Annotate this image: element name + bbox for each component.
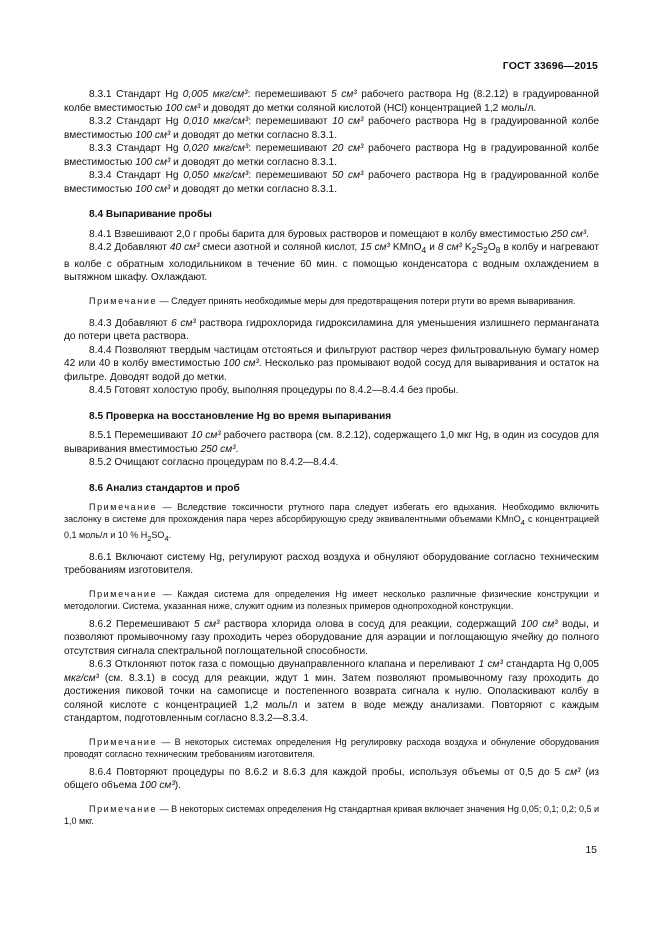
note-8-4-2: Примечание — Следует принять необходимые меры для предотвращения потери ртути во время вываривания.: [89, 295, 576, 306]
document-body: [64, 88, 599, 827]
section-heading-8-4: 8.4 Выпаривание пробы: [89, 209, 212, 220]
paragraph-8-6-4: 8.6.4 Повторяют процедуры по 8.6.2 и 8.6.3 для каждой пробы, используя объемы от 0,5 до 5 см³ (из общего объема 100 см³).: [64, 766, 600, 792]
note-8-6-3: Примечание — В некоторых системах определения Hg регулировку расхода воздуха и обнуление оборудования проводят согласно техническим требованиям изготовителя.: [64, 736, 599, 759]
note-8-6-4: Примечание — В некоторых системах определения Hg стандартная кривая включает значения Hg 0,05; 0,1; 0,2; 0,5 и 1,0 мкг.: [64, 803, 599, 826]
paragraph-8-6-3: 8.6.3 Отклоняют поток газа с помощью двунаправленного клапана и переливают 1 см³ стандарта Hg 0,005 мкг/см³ (см. 8.3.1) в сосуд для реакции, ждут 1 мин. Затем позволяют промывочному газу проходить до достижения пиковой точки на самописце и постепенного возврата сигнала к нулю. Ополаскивают колбу в соляной кислоте с концентрацией 1,2 моль/л и затем в воде между анализами. Повторяют с каждым стандартом, подготовленным согласно 8.3.2—8.3.4.: [64, 659, 599, 725]
paragraph-8-3-4: 8.3.4 Стандарт Hg 0,050 мкг/см³: перемешивают 50 см³ рабочего раствора Hg в градуированной колбе вместимостью 100 см³ и доводят до метки согласно 8.3.1.: [64, 170, 599, 195]
section-heading-8-6: 8.6 Анализ стандартов и проб: [89, 482, 240, 494]
paragraph-8-6-1: 8.6.1 Включают систему Hg, регулируют расход воздуха и обнуляют оборудование согласно техническим требованиям изготовителя.: [64, 551, 599, 577]
paragraph-8-3-1: 8.3.1 Стандарт Hg 0,005 мкг/см³: перемешивают 5 см³ рабочего раствора Hg (8.2.12) в градуированной колбе вместимостью 100 см³ и доводят до метки соляной кислотой (HCl) концентрацией 1,2 моль/л.: [64, 89, 600, 114]
paragraph-8-4-5: 8.4.5 Готовят холостую пробу, выполняя процедуры по 8.4.2—8.4.4 без пробы.: [89, 385, 459, 397]
section-heading-8-5: 8.5 Проверка на восстановление Hg во время выпаривания: [89, 410, 392, 422]
paragraph-8-4-2: 8.4.2 Добавляют 40 см³ смеси азотной и соляной кислот, 15 см³ KMnO$_4$ и 8 см³ $K_2S_2O_8$ в колбу и нагревают в колбе с обратным холодильником в течение 60 мин. с помощью конденсатора с водным охлаждением в вытяжном шкафу. Охлаждают.: [64, 242, 599, 284]
paragraph-8-3-3: 8.3.3 Стандарт Hg 0,020 мкг/см³: перемешивают 20 см³ рабочего раствора Hg в градуированной колбе вместимостью 100 см³ и доводят до метки согласно 8.3.1.: [64, 143, 599, 168]
note-8-6-1: Примечание — Каждая система для определения Hg имеет несколько различные физические конструкции и методологии. Система, указанная ниже, служит одним из полезных примеров однопроходной конструкции.: [64, 588, 599, 611]
document-header: ГОСТ 33696—2015: [502, 60, 598, 72]
paragraph-8-3-2: 8.3.2 Стандарт Hg 0,010 мкг/см³: перемешивают 10 см³ рабочего раствора Hg в градуированной колбе вместимостью 100 см³ и доводят до метки согласно 8.3.1.: [64, 116, 599, 141]
paragraph-8-4-1: 8.4.1 Взвешивают 2,0 г пробы барита для буровых растворов и помещают в колбу вместимостью 250 см³.: [89, 228, 589, 240]
paragraph-8-4-4: 8.4.4 Позволяют твердым частицам отстояться и фильтруют раствор через фильтровальную бумагу номер 42 или 40 в колбу вместимостью 100 см³. Несколько раз промывают водой сосуд для вываривания и остаток на фильтре. Доводят водой до метки.: [64, 344, 599, 383]
paragraph-8-6-2: 8.6.2 Перемешивают 5 см³ раствора хлорида олова в сосуд для реакции, содержащий 100 см³ воды, и позволяют промывочному газу проходить через оборудование для аэрации и поглощающую ячейку до полного отсутствия сигнала спектральной поглощательной способности.: [64, 618, 599, 657]
page-number: 15: [585, 844, 597, 856]
note-8-6-toxicity: Примечание — Вследствие токсичности ртутного пара следует избегать его вдыхания. Необходимо включить заслонку в системе для прохождения пара через абсорбирующую среду эквивалентными объемами KMnO$_4$ с концентрацией 0,1 моль/л и 10 % $H_2SO_4$.: [64, 502, 599, 543]
paragraph-8-5-1: 8.5.1 Перемешивают 10 см³ рабочего раствора (см. 8.2.12), содержащего 1,0 мкг Hg, в один из сосудов для вываривания вместимостью 250 см³.: [64, 430, 600, 455]
paragraph-8-4-3: 8.4.3 Добавляют 6 см³ раствора гидрохлорида гидроксиламина для уменьшения излишнего перманганата до потери цвета раствора.: [64, 317, 599, 343]
paragraph-8-5-2: 8.5.2 Очищают согласно процедурам по 8.4.2—8.4.4.: [89, 457, 339, 469]
